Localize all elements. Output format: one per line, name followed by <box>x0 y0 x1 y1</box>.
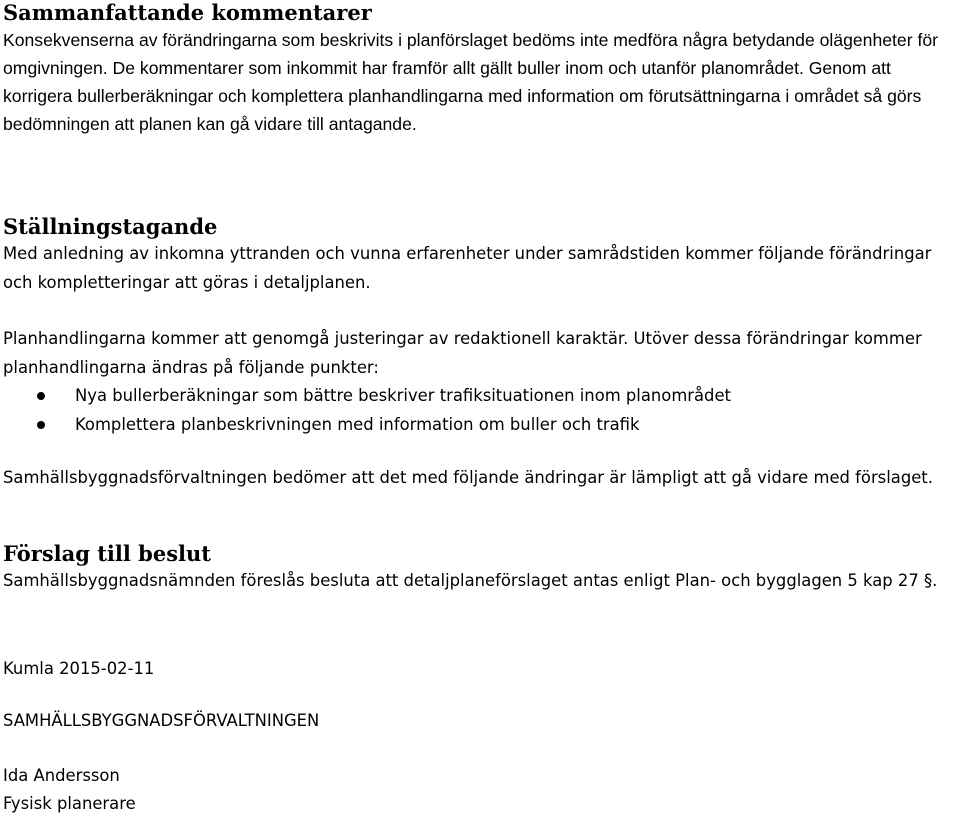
proposal-section <box>3 541 954 596</box>
proposal-heading: Förslag till beslut <box>3 541 211 566</box>
proposal-paragraph: Samhällsbyggnadsnämnden föreslås besluta att detaljplaneförslaget antas enligt Plan- och bygglagen 5 kap 27 §. <box>3 571 938 590</box>
bullet-icon <box>37 392 45 400</box>
place-date: Kumla 2015-02-11 <box>3 659 155 678</box>
change-list <box>3 382 954 439</box>
bullet-icon <box>37 421 45 429</box>
change-list-item-text: Nya bullerberäkningar som bättre beskriver trafiksituationen inom planområdet <box>75 386 731 405</box>
signatory-title: Fysisk planerare <box>3 794 136 813</box>
plan-changes-block <box>3 325 954 439</box>
plan-changes-paragraph: Planhandlingarna kommer att genomgå justeringar av redaktionell karaktär. Utöver dessa förändringar kommer planhandlingarna ändras på följande punkter: <box>3 329 922 377</box>
summary-section <box>3 0 954 138</box>
change-list-item <box>3 382 954 411</box>
summary-heading: Sammanfattande kommentarer <box>3 0 372 25</box>
summary-paragraph: Konsekvenserna av förändringarna som beskrivits i planförslaget bedöms inte medföra några betydande olägenheter för omgivningen. De kommentarer som inkommit har framför allt gällt buller inom och utanför planområdet. Genom att korrigera bullerberäkningar och komplettera planhandlingarna med information om förutsättningarna i området så görs bedömningen att planen kan gå vidare till antagande. <box>3 30 938 134</box>
signatory-name: Ida Andersson <box>3 766 120 785</box>
stance-intro-paragraph: Med anledning av inkomna yttranden och vunna erfarenheter under samrådstiden kommer följande förändringar och kompletteringar att göras i detaljplanen. <box>3 244 932 292</box>
stance-heading: Ställningstagande <box>3 214 218 239</box>
organization-name: SAMHÄLLSBYGGNADSFÖRVALTNINGEN <box>3 711 320 730</box>
change-list-item-text: Komplettera planbeskrivningen med information om buller och trafik <box>75 414 640 434</box>
stance-section <box>3 214 954 297</box>
change-list-item <box>3 411 954 440</box>
assessment-paragraph: Samhällsbyggnadsförvaltningen bedömer att det med följande ändringar är lämpligt att gå vidare med förslaget. <box>3 468 933 487</box>
